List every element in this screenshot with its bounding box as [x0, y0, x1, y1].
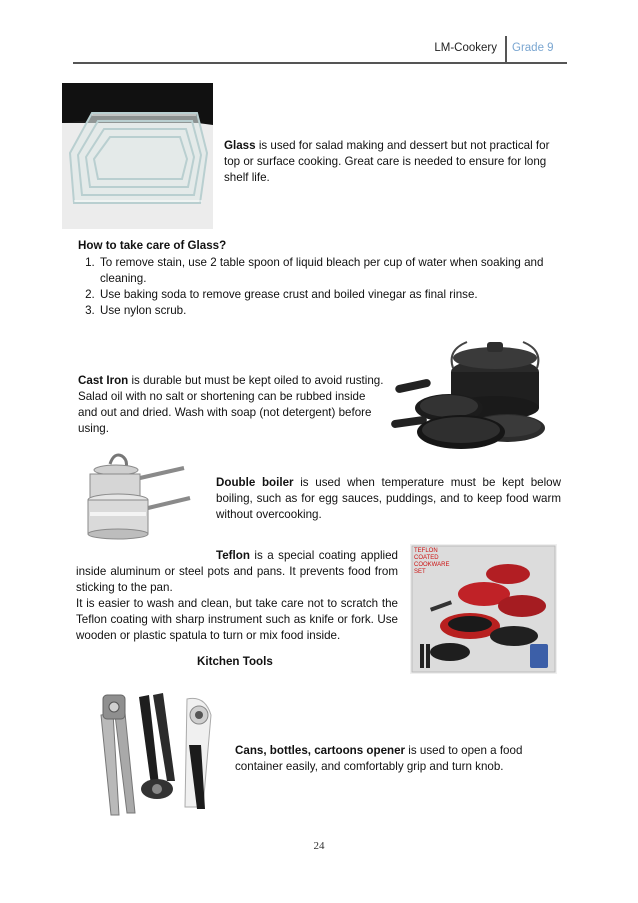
teflon-care-text: It is easier to wash and clean, but take care not to scratch the Teflon coating with sharp instrument such as knife or fork. Use wooden or plastic spatula to turn or mix food inside. — [76, 597, 398, 642]
glass-description — [224, 138, 554, 186]
teflon-description — [76, 548, 398, 596]
opener-text: is used to open a food container easily, and comfortably grip and turn knob. — [235, 744, 523, 773]
header-divider — [505, 36, 507, 62]
header-grade: Grade 9 — [512, 42, 554, 54]
double-boiler-text: is used when temperature must be kept below boiling, such as for egg sauces, puddings, and to keep food warm without overcooking. — [216, 476, 562, 521]
kitchen-tools-title: Kitchen Tools — [197, 655, 273, 668]
glass-care-steps — [60, 255, 558, 319]
glass-care-heading: How to take care of Glass? — [78, 239, 227, 252]
double-boiler-image — [82, 452, 192, 542]
glass-dishes-image — [62, 83, 213, 229]
glass-care-section — [78, 238, 558, 319]
glass-care-step: 1. To remove stain, use 2 table spoon of liquid bleach per cup of water when soaking and cleaning. — [98, 255, 558, 287]
glass-care-step: 2. Use baking soda to remove grease crust and boiled vinegar as final rinse. — [98, 287, 558, 303]
cast-iron-description — [78, 373, 386, 437]
teflon-text: is a special coating applied inside aluminum or steel pots and pans. It prevents food from sticking to the pan. — [76, 549, 398, 594]
opener-description — [235, 743, 565, 775]
teflon-cookware-set-image — [410, 544, 557, 674]
cast-iron-cookware-image — [387, 328, 545, 456]
header-title: LM-Cookery — [434, 42, 497, 54]
teflon-box-label: TEFLON COATED COOKWARE SET — [414, 548, 450, 575]
opener-term: Cans, bottles, cartoons opener — [235, 744, 406, 757]
glass-term: Glass — [224, 139, 256, 152]
cast-iron-text: is durable but must be kept oiled to avoid rusting. Salad oil with no salt or shortening can be rubbed inside and out and dried. Wash with soap (not detergent) before using. — [78, 374, 384, 435]
header-rule — [73, 62, 567, 64]
teflon-term: Teflon — [216, 549, 250, 562]
glass-text: is used for salad making and dessert but not practical for top or surface cooking. Great care is needed to ensure for long shelf life. — [224, 139, 550, 184]
double-boiler-description — [216, 475, 561, 523]
glass-care-step: 3. Use nylon scrub. — [98, 303, 558, 319]
double-boiler-term: Double boiler — [216, 476, 294, 489]
can-opener-image — [93, 685, 218, 825]
kitchen-tools-heading — [197, 654, 273, 670]
page-number: 24 — [313, 840, 325, 852]
cast-iron-term: Cast Iron — [78, 374, 129, 387]
